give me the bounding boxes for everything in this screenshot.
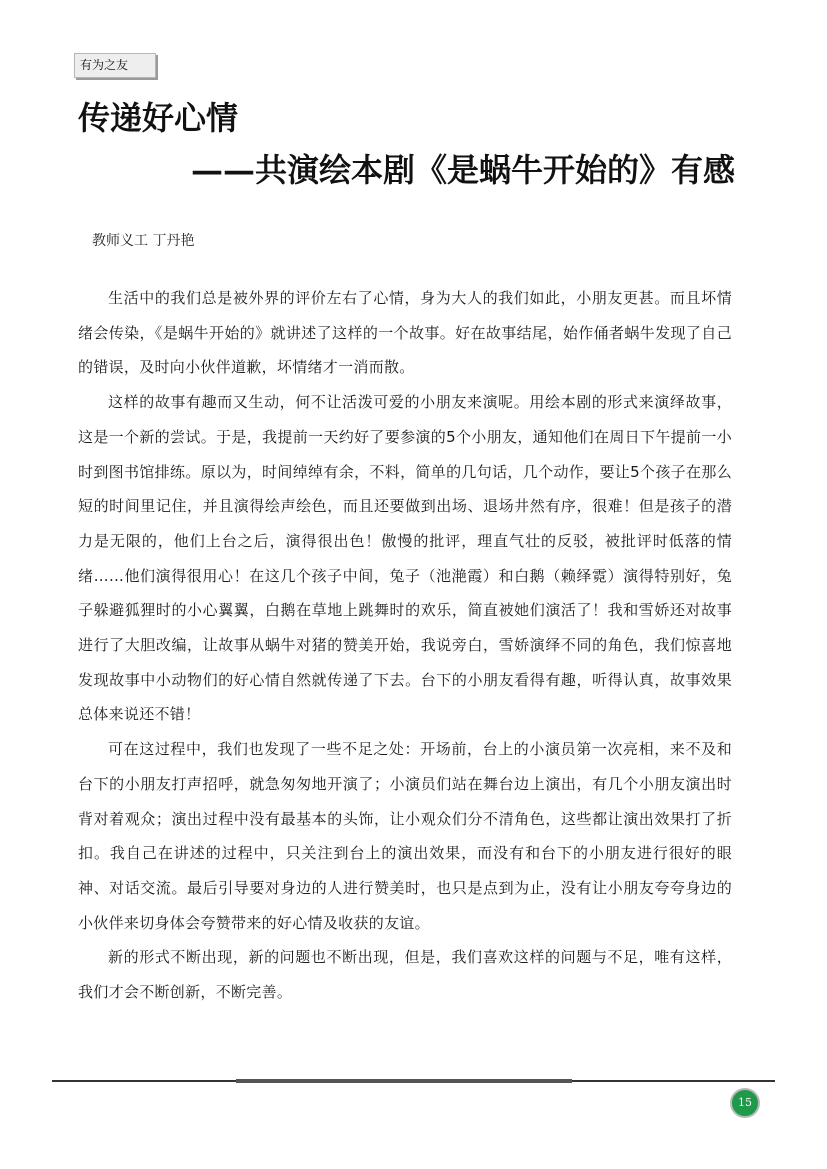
- article-body: [78, 281, 732, 1010]
- paragraph-2: 这样的故事有趣而又生动，何不让活泼可爱的小朋友来演呢。用绘本剧的形式来演绎故事，这是一个新的尝试。于是，我提前一天约好了要参演的5个小朋友，通知他们在周日下午提前一小时到图书馆排练。原以为，时间绰绰有余，不料，简单的几句话，几个动作，要让5个孩子在那么短的时间里记住，并且演得绘声绘色，而且还要做到出场、退场井然有序，很难！但是孩子的潜力是无限的，他们上台之后，演得很出色！傲慢的批评，理直气壮的反驳，被批评时低落的情绪……他们演得很用心！在这几个孩子中间，兔子（池滟霞）和白鹅（赖绎霓）演得特别好，兔子躲避狐狸时的小心翼翼，白鹅在草地上跳舞时的欢乐，简直被她们演活了！我和雪娇还对故事进行了大胆改编，让故事从蜗牛对猪的赞美开始，我说旁白，雪娇演绎不同的角色，我们惊喜地发现故事中小动物们的好心情自然就传递了下去。台下的小朋友看得有趣，听得认真，故事效果总体来说还不错！: [78, 393, 732, 724]
- paragraph-4: 新的形式不断出现，新的问题也不断出现，但是，我们喜欢这样的问题与不足，唯有这样，我们才会不断创新，不断完善。: [78, 948, 732, 1002]
- paragraph-1: 生活中的我们总是被外界的评价左右了心情，身为大人的我们如此，小朋友更甚。而且坏情绪会传染，《是蜗牛开始的》就讲述了这样的一个故事。好在故事结尾，始作俑者蜗牛发现了自己的错误，及时向小伙伴道歉，坏情绪才一消而散。: [78, 289, 732, 377]
- author-line: 教师义工 丁丹艳: [92, 233, 195, 249]
- article-title: 传递好心情: [78, 99, 239, 137]
- article-subtitle: ——共演绘本剧《是蜗牛开始的》有感: [190, 151, 735, 189]
- paragraph-3: 可在这过程中，我们也发现了一些不足之处：开场前，台上的小演员第一次亮相，来不及和台下的小朋友打声招呼，就急匆匆地开演了；小演员们站在舞台边上演出，有几个小朋友演出时背对着观众；演出过程中没有最基本的头饰，让小观众们分不清角色，这些都让演出效果打了折扣。我自己在讲述的过程中，只关注到台上的演出效果，而没有和台下的小朋友进行很好的眼神、对话交流。最后引导要对身边的人进行赞美时，也只是点到为止，没有让小朋友夸夸身边的小伙伴来切身体会夸赞带来的好心情及收获的友谊。: [78, 740, 732, 932]
- section-tag: 有为之友: [74, 53, 156, 78]
- page-number-badge: 15: [730, 1088, 760, 1118]
- footer-divider-accent: [236, 1079, 572, 1083]
